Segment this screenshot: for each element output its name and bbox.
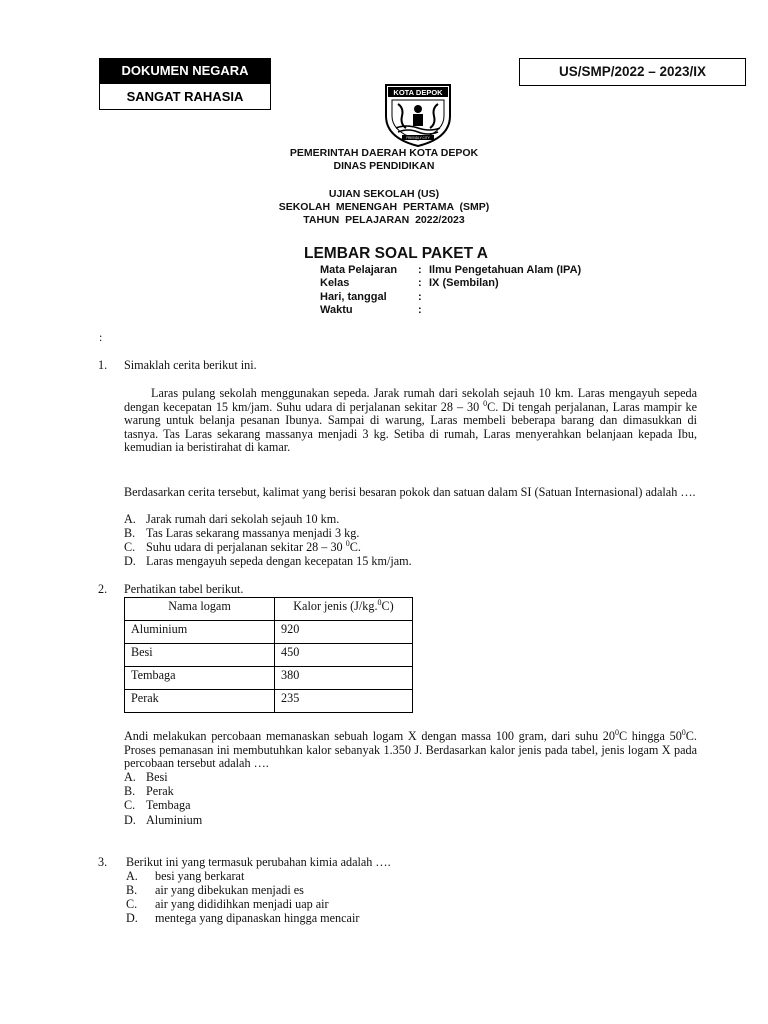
q1-prompt: Simaklah cerita berikut ini. [124, 358, 257, 372]
option-text: Perak [146, 784, 174, 798]
option-text: Tembaga [146, 798, 191, 812]
table-cell: Perak [125, 690, 275, 713]
info-label: Waktu [320, 304, 353, 316]
q1-option-c [124, 541, 361, 555]
q2-text-part: C hingga 50 [618, 729, 682, 743]
option-letter: C. [126, 897, 138, 911]
q1-number: 1. [98, 358, 108, 372]
metal-specific-heat-table [124, 597, 413, 713]
header-text: Kalor jenis (J/kg. [293, 599, 378, 613]
q2-option-c [124, 799, 191, 813]
superscript-degree: 0 [614, 728, 619, 737]
q2-text-part: Andi melakukan percobaan memanaskan sebuah logam X dengan massa 100 gram, dari suhu 20 [124, 729, 615, 743]
option-text: air yang dididihkan menjadi uap air [155, 897, 329, 911]
q1-story [124, 387, 697, 455]
q1-question: Berdasarkan cerita tersebut, kalimat yang berisi besaran pokok dan satuan dalam SI (Satuan Internasional) adalah …. [124, 485, 696, 499]
option-text: Tas Laras sekarang massanya menjadi 3 kg. [146, 526, 360, 540]
option-letter: A. [124, 770, 136, 784]
option-letter: C. [124, 798, 136, 812]
info-label: Mata Pelajaran [320, 264, 398, 276]
table-cell: 380 [275, 667, 413, 690]
option-text: mentega yang dipanaskan hingga mencair [155, 911, 360, 925]
superscript-degree: 0 [345, 539, 350, 548]
option-letter: B. [126, 883, 138, 897]
q1-story-part: Laras pulang sekolah menggunakan sepeda. Jarak rumah dari sekolah sejauh 10 km. Laras mengayuh sepeda dengan kecepatan 15 km/jam. Suhu udara di perjalanan sekitar 28 – 30 [124, 386, 697, 414]
stray-colon: : [99, 330, 103, 344]
option-text: Besi [146, 770, 168, 784]
emblem-motto: FRIENDLY CITY [406, 136, 430, 141]
table-row [125, 621, 413, 644]
option-text: Laras mengayuh sepeda dengan kecepatan 15 km/jam. [146, 554, 412, 568]
info-value: IX (Sembilan) [429, 277, 499, 289]
option-text: C. [349, 540, 361, 554]
q3-number: 3. [98, 855, 108, 869]
secret-label: SANGAT RAHASIA [100, 83, 270, 110]
option-letter: B. [124, 526, 136, 540]
option-text: Suhu udara di perjalanan sekitar 28 – 30 [146, 540, 346, 554]
q1-story-part: C. Di tengah perjalanan, Laras mampir ke warung untuk belanja pesanan Ibunya. Sampai di warung, Laras membeli beberapa barang dan dimasukkan di tasnya. Tas Laras sekarang massanya menjadi 3 kg. Setiba di rumah, Laras menyerahkan belanjaan kepada Ibu, kemudian ia beristirahat di kamar. [124, 399, 698, 455]
info-sep: : [418, 277, 422, 289]
superscript-degree: 0 [377, 598, 382, 607]
q2-number: 2. [98, 582, 108, 596]
q2-option-d [124, 814, 202, 828]
info-row-class [320, 277, 499, 290]
info-value: Ilmu Pengetahuan Alam (IPA) [429, 264, 582, 276]
q2-prompt: Perhatikan tabel berikut. [124, 582, 244, 596]
table-cell: 920 [275, 621, 413, 644]
q2-option-b [124, 785, 174, 799]
option-letter: A. [124, 512, 136, 526]
table-cell: Aluminium [125, 621, 275, 644]
q3-option-a [126, 870, 244, 884]
q2-option-a [124, 771, 168, 785]
kota-depok-emblem-icon [382, 82, 454, 148]
option-text: air yang dibekukan menjadi es [155, 883, 304, 897]
q2-text-part: C. Proses pemanasan ini membutuhkan kalor sebanyak 1.350 J. Berdasarkan kalor jenis pada tabel, jenis logam X pada percobaan tersebut adalah …. [124, 729, 697, 771]
table-row [125, 690, 413, 713]
sheet-title: LEMBAR SOAL PAKET A [304, 245, 488, 262]
table-cell: 450 [275, 644, 413, 667]
option-letter: D. [126, 911, 138, 925]
table-header-row [125, 598, 413, 621]
option-letter: D. [124, 554, 136, 568]
table-row [125, 667, 413, 690]
emblem-text: KOTA DEPOK [393, 88, 443, 97]
q1-option-b [124, 527, 359, 541]
q3-prompt: Berikut ini yang termasuk perubahan kimia adalah …. [126, 855, 391, 869]
document-code: US/SMP/2022 – 2023/IX [519, 58, 746, 86]
table-cell: 235 [275, 690, 413, 713]
exam-line-3: TAHUN PELAJARAN 2022/2023 [303, 214, 465, 226]
info-row-subject [320, 264, 581, 277]
option-letter: A. [126, 869, 138, 883]
document-classification-box [99, 58, 271, 110]
gov-line-2: DINAS PENDIDIKAN [333, 160, 435, 172]
info-sep: : [418, 291, 422, 303]
header-text: C) [381, 599, 394, 613]
q3-option-d [126, 912, 359, 926]
option-text: besi yang berkarat [155, 869, 245, 883]
info-sep: : [418, 304, 422, 316]
info-label: Hari, tanggal [320, 291, 387, 303]
table-cell: Tembaga [125, 667, 275, 690]
doc-label: DOKUMEN NEGARA [100, 59, 270, 83]
exam-line-1: UJIAN SEKOLAH (US) [328, 188, 440, 200]
option-letter: B. [124, 784, 136, 798]
q3-option-c [126, 898, 329, 912]
q2-text [124, 730, 697, 771]
table-cell: Besi [125, 644, 275, 667]
table-header-cell [275, 598, 413, 621]
q1-option-d [124, 555, 412, 569]
superscript-degree: 0 [681, 728, 686, 737]
table-header-cell: Nama logam [125, 598, 275, 621]
option-letter: D. [124, 813, 136, 827]
q3-option-b [126, 884, 304, 898]
table-row [125, 644, 413, 667]
info-row-date [320, 291, 429, 304]
option-text: Jarak rumah dari sekolah sejauh 10 km. [146, 512, 340, 526]
info-row-time [320, 304, 429, 317]
option-letter: C. [124, 540, 136, 554]
option-text: Aluminium [146, 813, 203, 827]
info-label: Kelas [320, 277, 350, 289]
q1-option-a [124, 513, 339, 527]
info-sep: : [418, 264, 422, 276]
gov-line-1: PEMERINTAH DAERAH KOTA DEPOK [289, 147, 479, 159]
exam-line-2: SEKOLAH MENENGAH PERTAMA (SMP) [278, 201, 490, 213]
superscript-degree: 0 [483, 398, 488, 408]
